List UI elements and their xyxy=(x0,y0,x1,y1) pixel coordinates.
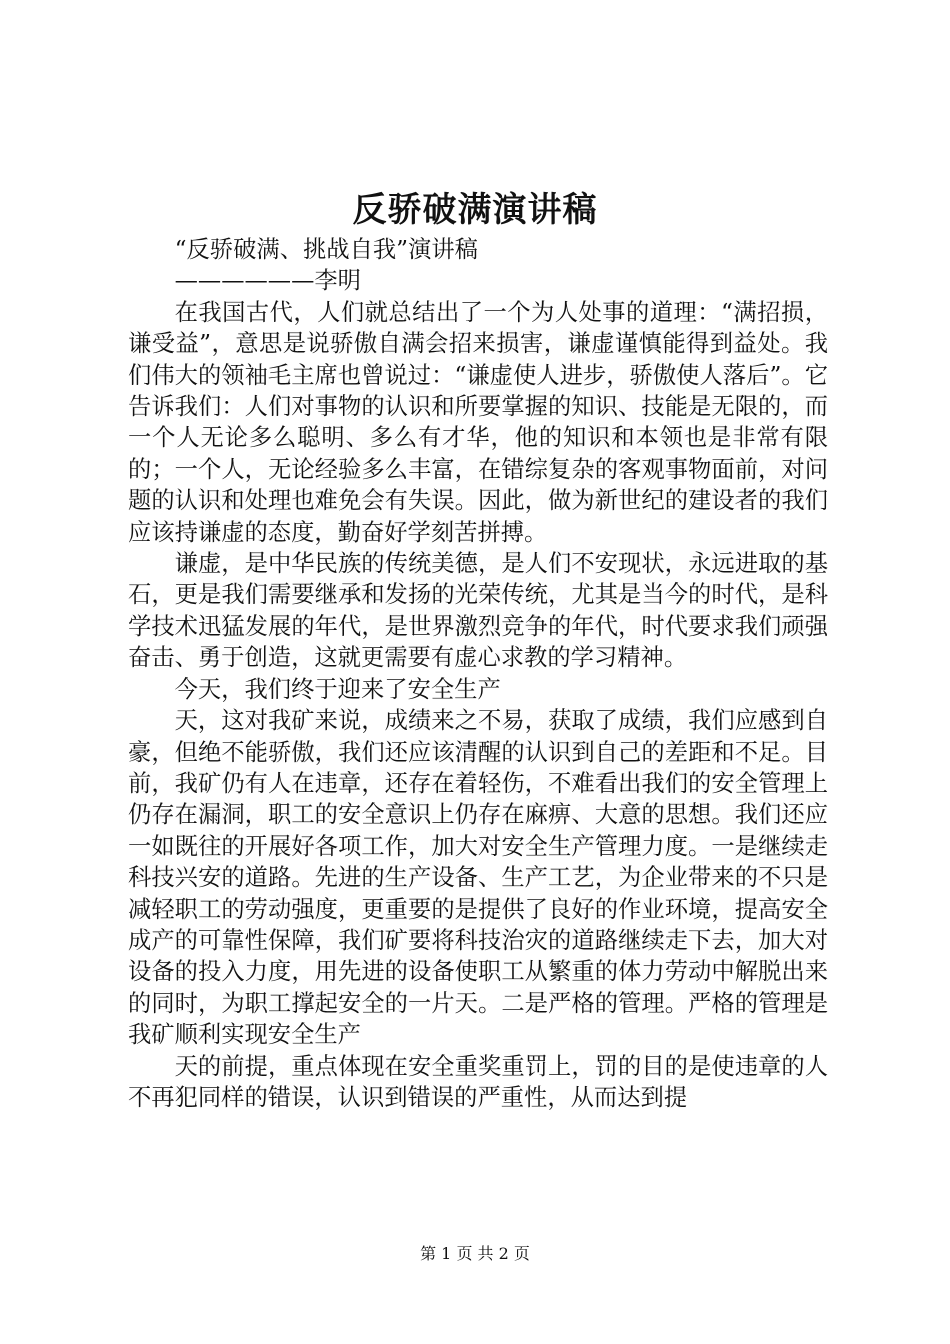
subtitle-line: “反骄破满、挑战自我”演讲稿 xyxy=(174,236,478,263)
document-body xyxy=(128,234,828,1113)
author-line: ——————李明 xyxy=(174,267,361,295)
page-number-footer: 第 1 页 共 2 页 xyxy=(420,1244,530,1263)
paragraph: 天的前提，重点体现在安全重奖重罚上，罚的目的是使违章的人不再犯同样的错误，认识到错误的严重性，从而达到提 xyxy=(128,1052,828,1111)
document-title: 反骄破满演讲稿 xyxy=(352,190,598,230)
paragraph: 谦虚，是中华民族的传统美德，是人们不安现状，永远进取的基石，更是我们需要继承和发扬的光荣传统，尤其是当今的时代，是科学技术迅猛发展的年代，是世界激烈竞争的年代，时代要求我们顽强奋击、勇于创造，这就更需要有虚心求教的学习精神。 xyxy=(128,550,828,672)
paragraph: 在我国古代，人们就总结出了一个为人处事的道理：“满招损，谦受益”，意思是说骄傲自满会招来损害，谦虚谨慎能得到益处。我们伟大的领袖毛主席也曾说过：“谦虚使人进步，骄傲使人落后”。它告诉我们：人们对事物的认识和所要掌握的知识、技能是无限的，而一个人无论多么聪明、多么有才华，他的知识和本领也是非常有限的；一个人，无论经验多么丰富，在错综复杂的客观事物面前，对问题的认识和处理也难免会有失误。因此，做为新世纪的建设者的我们应该持谦虚的态度，勤奋好学刻苦拼搏。 xyxy=(128,298,828,546)
paragraph: 天，这对我矿来说，成绩来之不易，获取了成绩，我们应感到自豪，但绝不能骄傲，我们还应该清醒的认识到自己的差距和不足。目前，我矿仍有人在违章，还存在着轻伤，不难看出我们的安全管理上仍存在漏洞，职工的安全意识上仍存在麻痹、大意的思想。我们还应一如既往的开展好各项工作，加大对安全生产管理力度。一是继续走科技兴安的道路。先进的生产设备、生产工艺，为企业带来的不只是减轻职工的劳动强度，更重要的是提供了良好的作业环境，提高安全成产的可靠性保障，我们矿要将科技治灾的道路继续走下去，加大对设备的投入力度，用先进的设备使职工从繁重的体力劳动中解脱出来的同时，为职工撑起安全的一片天。二是严格的管理。严格的管理是我矿顺利实现安全生产 xyxy=(128,707,828,1049)
paragraph: 今天，我们终于迎来了安全生产 xyxy=(174,675,501,703)
